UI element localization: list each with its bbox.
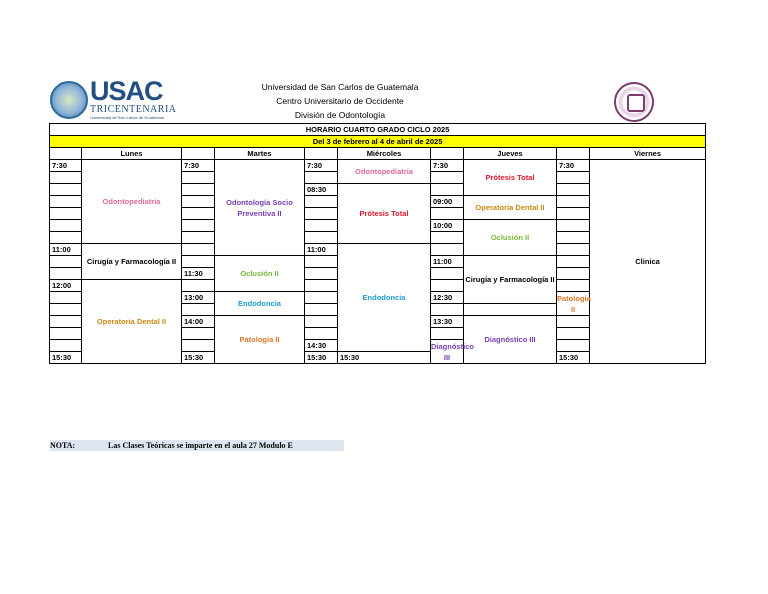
header-university: Universidad de San Carlos de Guatemala (261, 82, 419, 92)
usac-logo (50, 76, 177, 120)
time-miercoles-1100: 11:00 (305, 244, 338, 256)
time-jueves-1330: 13:30 (431, 316, 464, 328)
time-martes-1130: 11:30 (182, 268, 215, 280)
day-header-miercoles: Miércoles (338, 148, 431, 160)
time-miercoles-start: 7:30 (305, 160, 338, 172)
class-jue-operatoria: Operatoria Dental II (464, 196, 557, 220)
day-header-martes: Martes (215, 148, 305, 160)
logo-subtitle: TRICENTENARIA (90, 104, 177, 115)
class-mie-diagnostico: Diagnóstico III (431, 341, 474, 362)
time-jueves-1100: 11:00 (431, 256, 464, 268)
class-jue-protesis: Prótesis Total (464, 160, 557, 196)
class-mar-endodoncia: Endodoncia (215, 292, 305, 316)
time-martes-1300: 13:00 (182, 292, 215, 304)
day-header-lunes: Lunes (82, 148, 182, 160)
time-miercoles-1430: 14:30 (305, 340, 338, 352)
university-seal-icon (50, 81, 88, 119)
schedule-period: Del 3 de febrero al 4 de abril de 2025 (50, 136, 706, 148)
time-viernes-end: 15:30 (557, 352, 590, 364)
class-lun-odontopediatria: Odontopediatria (82, 160, 182, 244)
class-mie-protesis: Prótesis Total (338, 184, 431, 244)
class-jue-patologia: Patología II (557, 293, 591, 314)
day-header-jueves: Jueves (464, 148, 557, 160)
class-mie-endodoncia: Endodoncia (338, 244, 431, 352)
class-mie-odontopediatria: Odontopediatria (338, 160, 431, 184)
class-jue-oclusion: Oclusión II (464, 220, 557, 256)
time-viernes-start: 7:30 (557, 160, 590, 172)
header-center: Centro Universitario de Occidente (276, 96, 404, 106)
time-martes-start: 7:30 (182, 160, 215, 172)
time-lunes-1100: 11:00 (50, 244, 82, 256)
odontology-seal-icon (614, 82, 654, 122)
class-vie-clinica: Clinica (590, 160, 706, 364)
day-header-viernes: Viernes (590, 148, 706, 160)
time-jueves-0900: 09:00 (431, 196, 464, 208)
class-mar-patologia: Patología II (215, 316, 305, 364)
time-lunes-start: 7:30 (50, 160, 82, 172)
logo-name: USAC (90, 76, 163, 106)
class-lun-operatoria: Operatoria Dental II (82, 280, 182, 364)
logo-tagline: Universidad de San Carlos de Guatemala (90, 115, 164, 120)
time-miercoles-end: 15:30 (305, 352, 338, 364)
time-martes-1400: 14:00 (182, 316, 215, 328)
time-lunes-1200: 12:00 (50, 280, 82, 292)
time-jueves-start: 7:30 (431, 160, 464, 172)
nota-label: NOTA: (50, 441, 76, 450)
class-jue-diagnostico: Diagnóstico III (464, 316, 557, 364)
time-jueves-1230: 12:30 (431, 292, 464, 304)
header-division: División de Odontología (294, 110, 386, 120)
time-miercoles-0830: 08:30 (305, 184, 338, 196)
time-martes-end: 15:30 (182, 352, 215, 364)
nota-box (50, 440, 344, 451)
time-lunes-end: 15:30 (50, 352, 82, 364)
time-jueves-1000: 10:00 (431, 220, 464, 232)
schedule-table (49, 123, 706, 364)
class-lun-cirugia: Cirugía y Farmacología II (82, 244, 182, 280)
schedule-title: HORARIO CUARTO GRADO CICLO 2025 (50, 124, 706, 136)
nota-text: Las Clases Teóricas se imparte en el aula 27 Modulo E (108, 441, 293, 450)
class-jue-cirugia: Cirugía y Farmacología II (464, 256, 557, 304)
class-mar-socio: Odontología Socio Preventiva II (215, 160, 305, 256)
class-mar-oclusion: Oclusión II (215, 256, 305, 292)
time-jueves-end: 15:30 (338, 352, 431, 364)
